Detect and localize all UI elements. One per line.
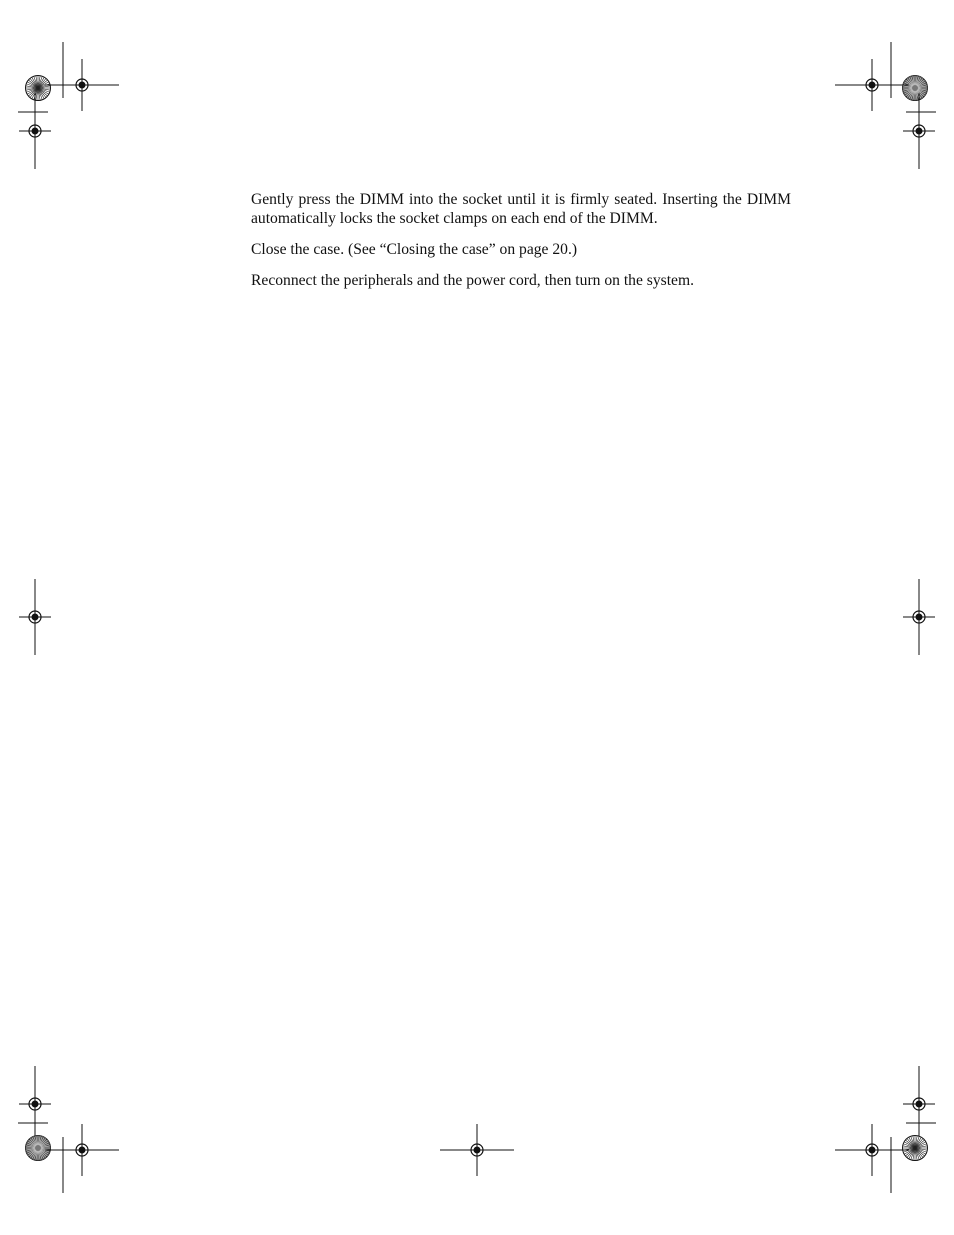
instruction-paragraph-seat-dimm: Gently press the DIMM into the socket until it is firmly seated. Inserting the DIMM automatically locks the socket clamps on each end of the DIMM. bbox=[251, 191, 791, 228]
registration-target-icon bbox=[903, 93, 935, 169]
registration-target-icon bbox=[19, 1066, 51, 1142]
registration-target-icon bbox=[835, 59, 909, 111]
registration-target-icon bbox=[440, 1124, 514, 1176]
registration-target-icon bbox=[45, 1124, 119, 1176]
registration-target-icon bbox=[903, 1066, 935, 1142]
registration-target-icon bbox=[19, 93, 51, 169]
registration-target-icon bbox=[19, 579, 51, 655]
registration-target-icon bbox=[835, 1124, 909, 1176]
instruction-paragraph-reconnect: Reconnect the peripherals and the power cord, then turn on the system. bbox=[251, 271, 694, 289]
registration-target-icon bbox=[903, 579, 935, 655]
page-body bbox=[251, 190, 791, 302]
instruction-paragraph-close-case: Close the case. (See “Closing the case” on page 20.) bbox=[251, 241, 578, 259]
color-bar-wheel-icon bbox=[26, 76, 51, 101]
registration-target-icon bbox=[45, 59, 119, 111]
color-bar-wheel-icon bbox=[903, 76, 928, 101]
color-bar-wheel-icon bbox=[903, 1136, 928, 1161]
color-bar-wheel-icon bbox=[26, 1136, 51, 1161]
